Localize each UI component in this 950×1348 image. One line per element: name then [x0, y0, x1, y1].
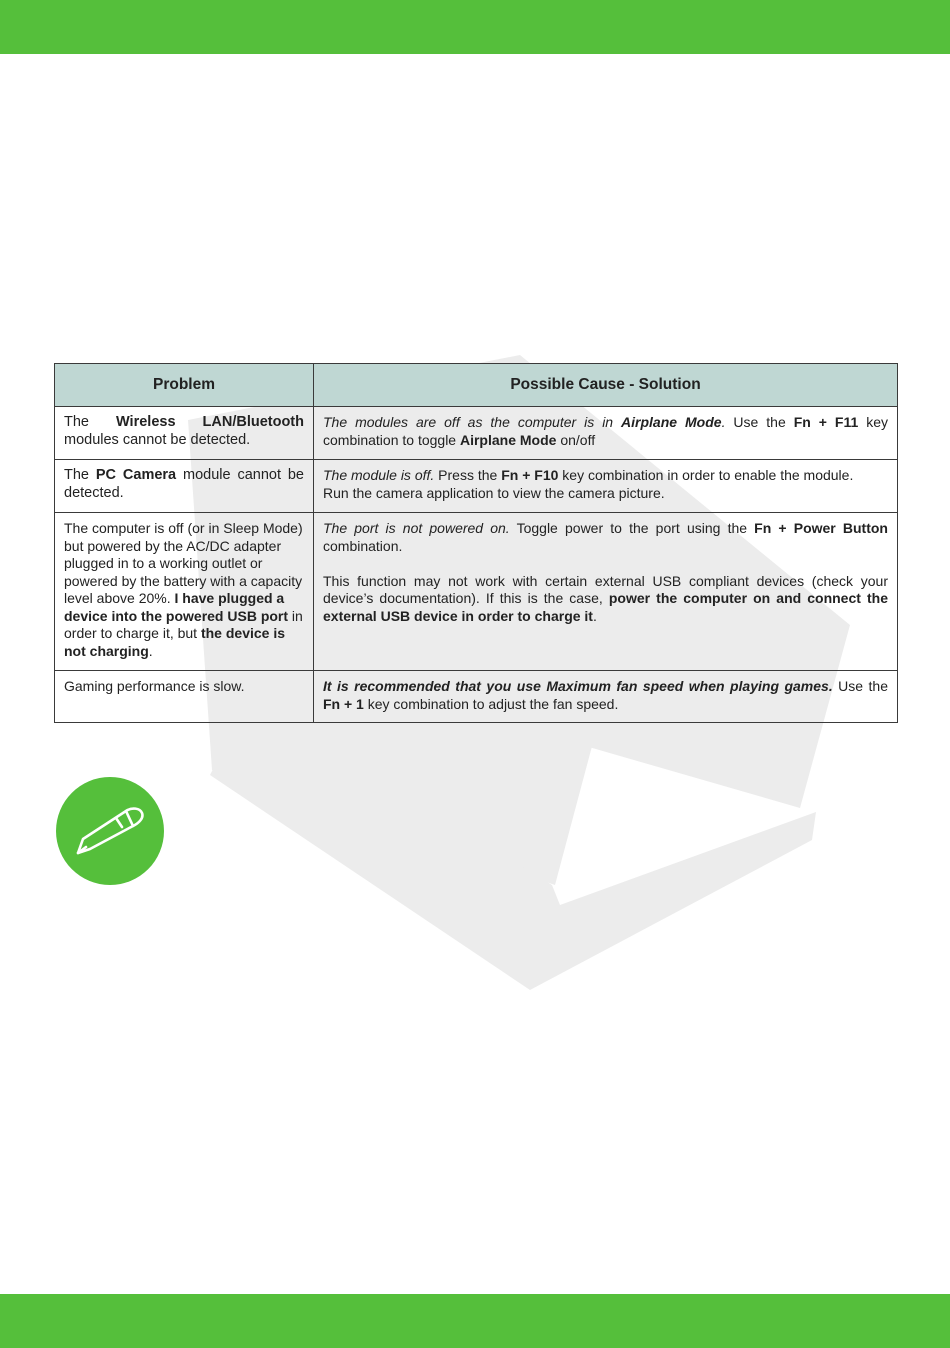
- solution-text: .: [592, 607, 597, 624]
- solution-italic: The module is off.: [323, 467, 435, 483]
- troubleshooting-table: [54, 363, 898, 723]
- solution-text: Use the: [725, 414, 794, 430]
- problem-text: The: [64, 414, 89, 430]
- problem-line: [64, 414, 304, 432]
- problem-text: The computer is off (or in Sleep Mode) but powered by the AC/DC adapter plugged in to a working outlet or powered by the battery with a capacity level above 20%.: [64, 520, 303, 606]
- solution-bold-italic: Airplane Mode: [621, 414, 722, 430]
- solution-text: key combination to toggle: [323, 414, 888, 448]
- problem-text: modules cannot be detected.: [64, 431, 251, 448]
- table-header-row: [55, 364, 898, 407]
- table-row: [55, 513, 898, 671]
- solution-cell: [314, 671, 898, 723]
- solution-text: Toggle power to the port using the: [509, 520, 755, 536]
- problem-text: .: [148, 642, 153, 659]
- problem-text: The: [64, 467, 96, 483]
- solution-cell: [314, 460, 898, 513]
- problem-bold: LAN/Bluetooth: [202, 414, 304, 430]
- problem-bold: I have plugged a device into the powered USB port: [64, 590, 289, 624]
- header-problem: Problem: [55, 364, 314, 407]
- solution-text: combination.: [323, 537, 403, 554]
- solution-text: Use the: [832, 678, 888, 694]
- solution-bold: Fn + F11: [793, 414, 859, 430]
- problem-text: Gaming performance is slow.: [64, 678, 245, 694]
- solution-text: This function may not work with certain external USB compliant devices (check your device’s documentation). If this is the case,: [323, 572, 888, 606]
- problem-cell: [55, 407, 314, 460]
- pen-icon: [56, 777, 164, 885]
- solution-italic: The modules are off as the computer is in: [323, 414, 622, 430]
- problem-text: module cannot be detected.: [64, 467, 304, 501]
- table-row: [55, 671, 898, 723]
- problem-bold: Wireless: [116, 414, 176, 430]
- header-solution: Possible Cause - Solution: [314, 364, 898, 407]
- problem-bold: the device is not charging: [64, 625, 286, 659]
- solution-bold: Fn + F10: [501, 467, 559, 483]
- solution-bold: Fn + Power Button: [754, 520, 888, 536]
- solution-text: Press the: [434, 467, 502, 483]
- paragraph-gap: [323, 555, 888, 573]
- solution-cell: [314, 513, 898, 671]
- solution-bold: power the computer on and connect the external USB device in order to charge it: [323, 590, 888, 624]
- solution-cell: [314, 407, 898, 460]
- solution-italic: The port is not powered on.: [323, 520, 510, 536]
- note-badge: [56, 777, 164, 885]
- solution-bold: Airplane Mode: [459, 431, 557, 448]
- problem-cell: [55, 671, 314, 723]
- problem-bold: PC Camera: [95, 467, 177, 483]
- solution-text: on/off: [556, 431, 596, 448]
- solution-text: key combination in order to enable the module.: [558, 467, 854, 483]
- bottom-green-bar: [0, 1294, 950, 1348]
- problem-cell: [55, 460, 314, 513]
- solution-text: key combination to adjust the fan speed.: [363, 695, 619, 712]
- problem-cell: [55, 513, 314, 671]
- solution-bold: Fn + 1: [323, 695, 364, 712]
- solution-text: Run the camera application to view the camera picture.: [323, 484, 665, 501]
- solution-bold-italic: It is recommended that you use Maximum fan speed when playing games.: [323, 678, 833, 694]
- problem-text: in order to charge it, but: [64, 607, 303, 641]
- solution-italic: .: [721, 414, 726, 430]
- table-row: [55, 460, 898, 513]
- table-row: [55, 407, 898, 460]
